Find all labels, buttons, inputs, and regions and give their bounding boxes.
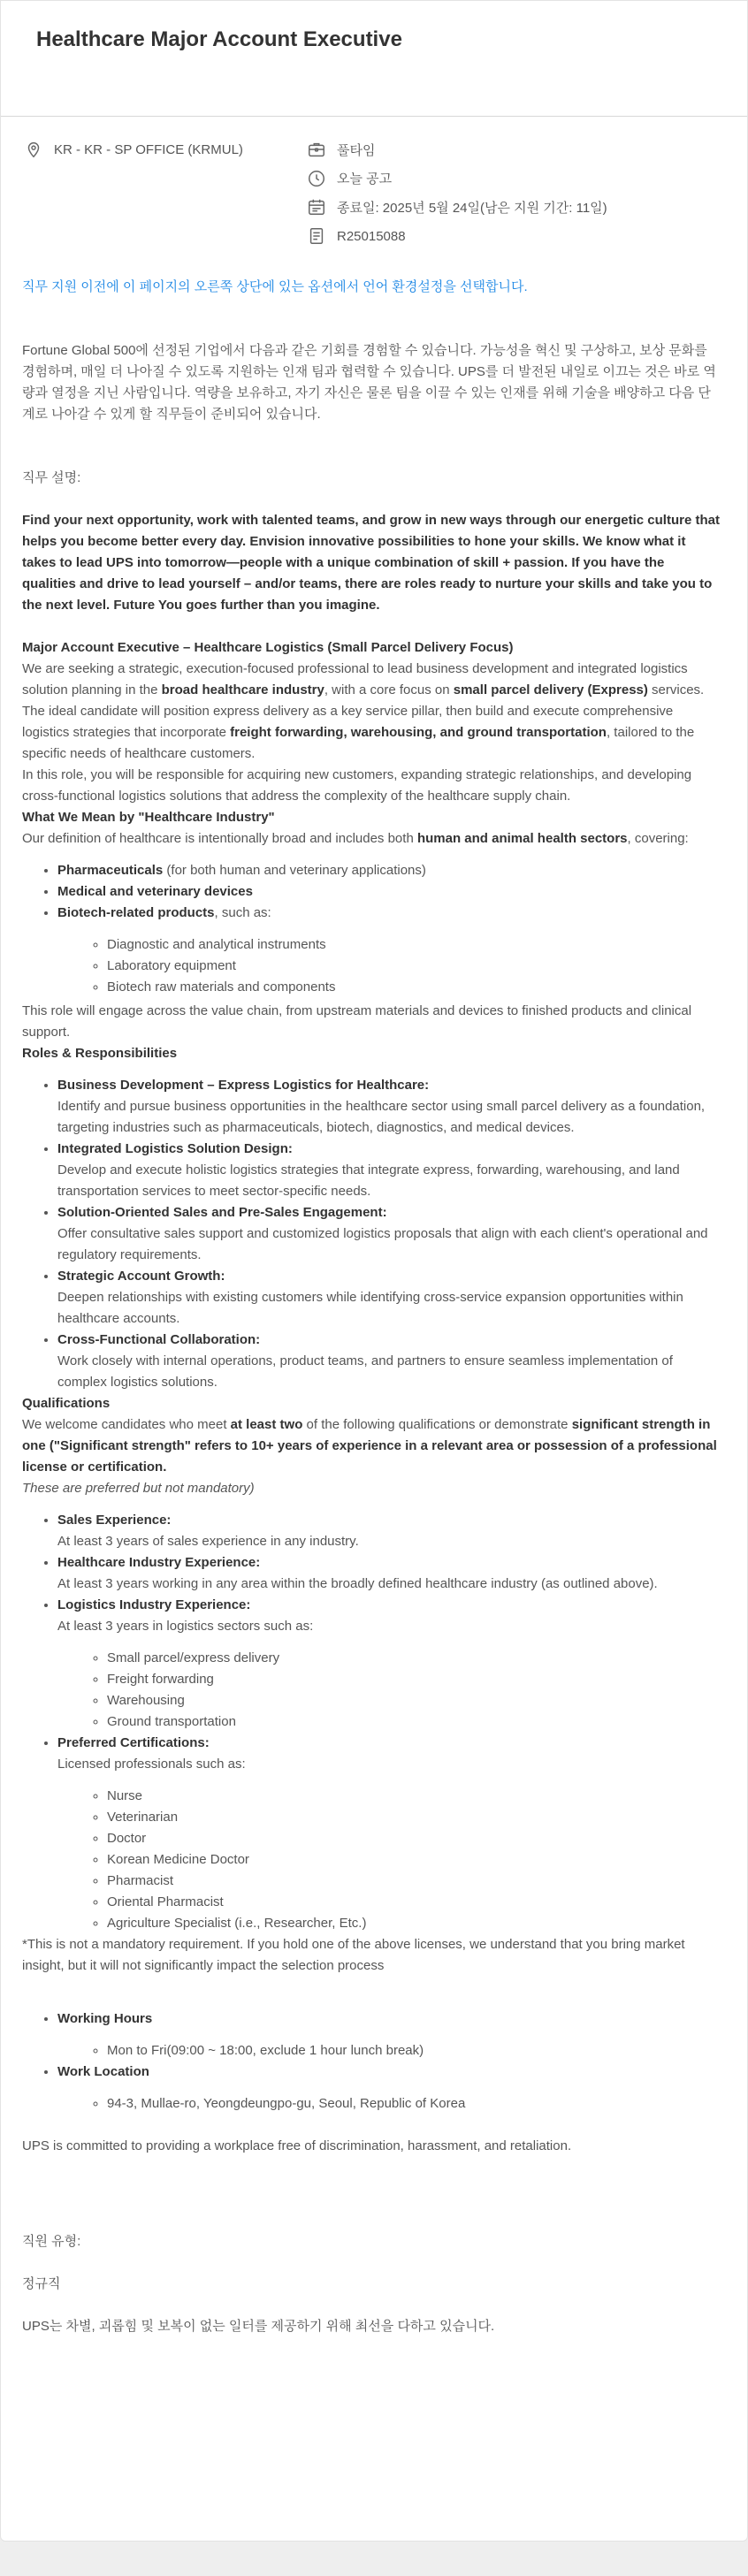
job-location: KR - KR - SP OFFICE (KRMUL)	[54, 141, 243, 157]
text: of the following qualifications or demonstrate	[302, 1417, 572, 1432]
text: , with a core focus on	[324, 682, 454, 697]
mae-heading-text: Major Account Executive – Healthcare Logistics (Small Parcel Delivery Focus)	[22, 640, 514, 655]
qualifications-list	[22, 1510, 721, 1934]
mae-paragraph-2	[22, 701, 721, 765]
id-card-icon	[307, 226, 326, 246]
time-type-row	[307, 139, 607, 160]
text: We are seeking a strategic, execution-focused professional to lead business development and integrated logistics solution planning in the	[22, 661, 688, 697]
eeo-statement-ko: UPS는 차별, 괴롭힘 및 보복이 없는 일터를 제공하기 위해 최선을 다하고 있습니다.	[22, 2319, 495, 2334]
industry-list	[22, 860, 721, 998]
language-note: 직무 지원 이전에 이 페이지의 오른쪽 상단에 있는 옵션에서 언어 환경설정을 선택합니다.	[22, 279, 528, 294]
text: The ideal candidate will position express delivery as a key service pillar, then build and execute comprehensive logistics strategies that incorporate	[22, 704, 674, 740]
biotech-list	[57, 934, 721, 998]
mae-paragraph-1	[22, 659, 721, 701]
text: human and animal health sectors	[416, 831, 628, 846]
text: (for both human and veterinary applications)	[163, 863, 426, 878]
list-item: ◦ Warehousing	[107, 1690, 721, 1711]
text: Work Location	[57, 2064, 149, 2079]
roles-list	[22, 1075, 721, 1393]
qualifications-heading	[22, 1393, 721, 1414]
posted-row	[307, 168, 607, 189]
job-header	[1, 1, 747, 117]
text: services.	[647, 682, 705, 697]
work-location-list	[57, 2093, 721, 2115]
text: Healthcare Industry Experience:	[57, 1555, 261, 1570]
text: small parcel delivery (Express)	[453, 682, 648, 697]
qualifications-heading-text: Qualifications	[22, 1396, 111, 1411]
list-item	[57, 2062, 721, 2115]
eeo-statement-en: UPS is committed to providing a workplace free of discrimination, harassment, and retaliation.	[22, 2138, 572, 2153]
mae-heading	[22, 637, 721, 659]
text: freight forwarding, warehousing, and ground transportation	[230, 725, 607, 740]
text: At least 3 years of sales experience in any industry.	[57, 1534, 359, 1549]
employee-type-value: 정규직	[22, 2276, 61, 2291]
list-item	[57, 1595, 721, 1733]
text: Identify and pursue business opportunities in the healthcare sector using small parcel delivery as a foundation, targeting industries such as pharmaceuticals, biotech, diagnostics, and medical devices.	[57, 1099, 706, 1135]
list-item: ◦ 94-3, Mullae-ro, Yeongdeungpo-gu, Seoul, Republic of Korea	[107, 2093, 721, 2115]
certification-note: *This is not a mandatory requirement. If you hold one of the above licenses, we understand that you bring market insight, but it will not significantly impact the selection process	[22, 1937, 685, 1973]
text: Our definition of healthcare is intentionally broad and includes both	[22, 831, 417, 846]
text: Pharmaceuticals	[57, 863, 164, 878]
job-posted: 오늘 공고	[337, 171, 393, 187]
list-item: ◦ Ground transportation	[107, 1711, 721, 1733]
healthcare-def-heading	[22, 807, 721, 828]
text: Preferred Certifications:	[57, 1735, 210, 1750]
work-info-list	[22, 2008, 721, 2115]
text: Integrated Logistics Solution Design:	[57, 1141, 293, 1156]
text: Work closely with internal operations, product teams, and partners to ensure seamless implementation of complex logistics solutions.	[57, 1353, 673, 1390]
text: Deepen relationships with existing customers while identifying cross-service expansion opportunities within healthcare accounts.	[57, 1290, 683, 1326]
clock-icon	[307, 169, 326, 188]
list-item	[57, 1202, 721, 1266]
text: Working Hours	[57, 2011, 153, 2026]
text: Cross-Functional Collaboration:	[57, 1332, 261, 1347]
text: at least two	[230, 1417, 303, 1432]
list-item: ◦ Oriental Pharmacist	[107, 1892, 721, 1913]
list-item: ◦ Laboratory equipment	[107, 956, 721, 977]
job-req-id: R25015088	[337, 228, 406, 244]
qualifications-note: These are preferred but not mandatory)	[22, 1481, 255, 1496]
bold-intro-text: Find your next opportunity, work with talented teams, and grow in new ways through our energetic culture that helps you become better every day. Envision innovative possibilities to hone your skills. We know what it takes to lead UPS into tomorrow—people with a unique combination of skill + passion. If you have the qualities and drive to lead yourself – and/or teams, there are roles ready to nurture your skills and take you to the next level. Future You goes further than you imagine.	[22, 513, 720, 613]
job-time-type: 풀타임	[337, 142, 376, 158]
list-item	[57, 1330, 721, 1393]
roles-heading-text: Roles & Responsibilities	[22, 1046, 178, 1061]
text: At least 3 years working in any area within the broadly defined healthcare industry (as outlined above).	[57, 1576, 658, 1591]
text: Biotech-related products	[57, 905, 215, 920]
location-row	[24, 139, 243, 160]
healthcare-def-heading-text: What We Mean by "Healthcare Industry"	[22, 810, 275, 825]
text: , such as:	[214, 905, 271, 920]
list-item	[57, 1075, 721, 1139]
list-item	[57, 2008, 721, 2062]
employee-type-heading: 직원 유형:	[22, 2234, 81, 2249]
list-item: ◦ Diagnostic and analytical instruments	[107, 934, 721, 956]
list-item: ◦ Agriculture Specialist (i.e., Researcher, Etc.)	[107, 1913, 721, 1934]
text: , tailored to the specific needs of healthcare customers.	[22, 725, 695, 761]
job-end-date: 종료일: 2025년 5월 24일(남은 지원 기간: 11일)	[337, 200, 607, 216]
text: Solution-Oriented Sales and Pre-Sales Engagement:	[57, 1205, 387, 1220]
text: Strategic Account Growth:	[57, 1269, 225, 1284]
text: Sales Experience:	[57, 1513, 172, 1528]
list-item	[57, 1139, 721, 1202]
list-item: ◦ Veterinarian	[107, 1807, 721, 1828]
list-item: ◦ Mon to Fri(09:00 ~ 18:00, exclude 1 hour lunch break)	[107, 2040, 721, 2062]
job-meta-right	[307, 139, 607, 255]
list-item	[57, 1733, 721, 1934]
roles-heading	[22, 1043, 721, 1064]
text: At least 3 years in logistics sectors such as:	[57, 1619, 314, 1634]
req-id-row	[307, 225, 607, 247]
job-description	[22, 277, 721, 2337]
certification-list	[57, 1786, 721, 1934]
job-title: Healthcare Major Account Executive	[36, 27, 402, 51]
healthcare-def-paragraph	[22, 828, 721, 850]
mae-paragraph-3: In this role, you will be responsible for acquiring new customers, expanding strategic relationships, and developing cross-functional logistics solutions that address the complexity of the healthcare supply chain.	[22, 767, 692, 804]
end-date-row	[307, 196, 607, 217]
text: Licensed professionals such as:	[57, 1757, 246, 1772]
list-item	[57, 1552, 721, 1595]
text: Medical and veterinary devices	[57, 884, 253, 899]
value-chain-paragraph: This role will engage across the value chain, from upstream materials and devices to finished products and clinical support.	[22, 1003, 692, 1040]
list-item: ◦ Korean Medicine Doctor	[107, 1849, 721, 1871]
text: Business Development – Express Logistics for Healthcare:	[57, 1078, 430, 1093]
list-item: ◦ Freight forwarding	[107, 1669, 721, 1690]
list-item: ◦ Pharmacist	[107, 1871, 721, 1892]
list-item	[57, 903, 721, 998]
list-item	[57, 881, 721, 903]
text: , covering:	[627, 831, 689, 846]
list-item	[57, 860, 721, 881]
text: significant strength in one ("Significant strength" refers to 10+ years of experience in a relevant area or possession of a professional license or certification.	[22, 1417, 717, 1475]
text: We welcome candidates who meet	[22, 1417, 231, 1432]
briefcase-icon	[307, 140, 326, 159]
description-heading: 직무 설명:	[22, 470, 81, 485]
list-item	[57, 1510, 721, 1552]
text: Develop and execute holistic logistics strategies that integrate express, forwarding, warehousing, and land transportation services to meet sector-specific needs.	[57, 1162, 680, 1199]
list-item: ◦ Nurse	[107, 1786, 721, 1807]
working-hours-list	[57, 2040, 721, 2062]
job-meta-left	[24, 139, 243, 168]
list-item	[57, 1266, 721, 1330]
calendar-icon	[307, 197, 326, 217]
list-item: ◦ Small parcel/express delivery	[107, 1648, 721, 1669]
logistics-list	[57, 1648, 721, 1733]
location-pin-icon	[24, 140, 43, 159]
list-item: ◦ Doctor	[107, 1828, 721, 1849]
bold-intro	[22, 510, 721, 616]
company-intro: Fortune Global 500에 선정된 기업에서 다음과 같은 기회를 경험할 수 있습니다. 가능성을 혁신 및 구상하고, 보상 문화를 경험하며, 매일 더 나아질 수 있도록 지원하는 인재 팀과 협력할 수 있습니다. UPS를 더 발전된 내일로 이끄는 것은 바로 역량과 열정을 지닌 사람입니다. 역량을 보유하고, 자기 자신은 물론 팀을 이끌 수 있는 인재를 위해 기술을 배양하고 다음 단계로 나아갈 수 있게 할 직무들이 준비되어 있습니다.	[22, 343, 716, 422]
text: Offer consultative sales support and customized logistics proposals that align with each client's operational and regulatory requirements.	[57, 1226, 708, 1262]
list-item: ◦ Biotech raw materials and components	[107, 977, 721, 998]
qualifications-paragraph	[22, 1414, 721, 1478]
text: broad healthcare industry	[161, 682, 324, 697]
text: Logistics Industry Experience:	[57, 1597, 251, 1612]
